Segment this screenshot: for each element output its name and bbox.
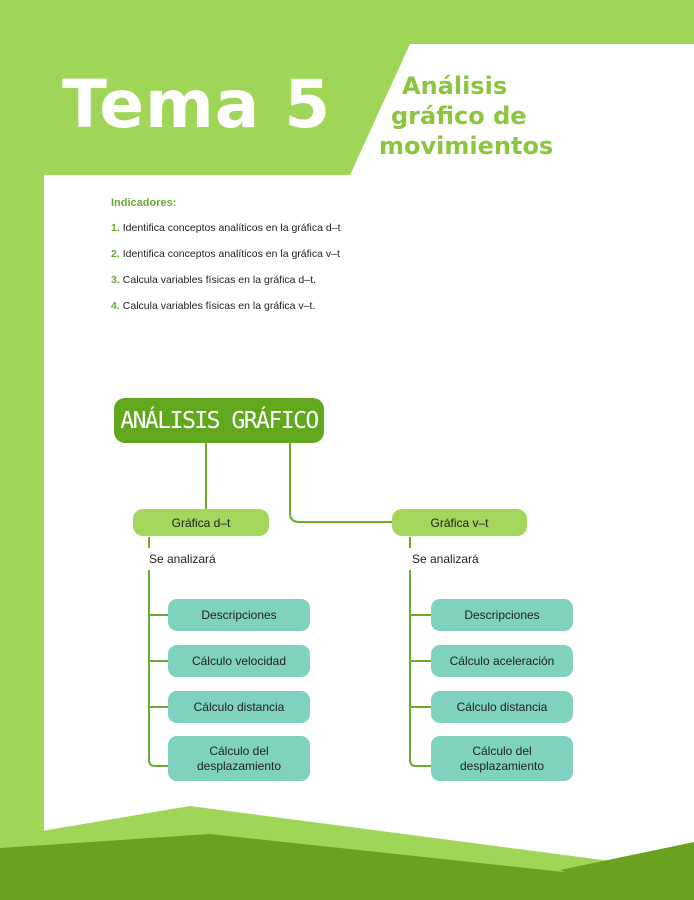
graph-dt-node: Gráfica d–t [133,509,269,536]
right-leaf-desplazamiento: Cálculo del desplazamiento [431,736,573,781]
left-leaf-descripciones: Descripciones [168,599,310,631]
indicators-heading: Indicadores: [111,197,177,209]
subtitle-line-1: Análisis [402,72,508,100]
subtitle-line-2: gráfico de [391,102,527,130]
concept-map-root: ANÁLISIS GRÁFICO [114,398,324,443]
indicator-number: 1. [111,222,120,234]
left-margin-band [0,175,44,900]
right-leaf-aceleracion: Cálculo aceleración [431,645,573,677]
right-connector-label: Se analizará [412,552,479,566]
indicator-item [111,300,315,312]
indicator-text: Calcula variables físicas en la gráfica v–t. [122,300,316,312]
indicator-number: 2. [111,248,120,260]
right-leaf-distancia: Cálculo distancia [431,691,573,723]
indicator-item [111,274,316,286]
indicator-text: Calcula variables físicas en la gráfica d–t. [122,274,316,286]
indicator-number: 4. [111,300,120,312]
left-connector-label: Se analizará [149,552,216,566]
indicator-text: Identifica conceptos analíticos en la gráfica d–t [122,222,341,234]
graph-vt-node: Gráfica v–t [392,509,527,536]
right-leaf-descripciones: Descripciones [431,599,573,631]
indicator-item [111,222,340,234]
indicator-number: 3. [111,274,120,286]
left-leaf-distancia: Cálculo distancia [168,691,310,723]
subtitle-line-3: movimientos [379,132,554,160]
tema-title: Tema 5 [62,66,332,143]
indicator-item [111,248,340,260]
indicator-text: Identifica conceptos analíticos en la gráfica v–t [122,248,340,260]
left-leaf-velocidad: Cálculo velocidad [168,645,310,677]
left-leaf-desplazamiento: Cálculo del desplazamiento [168,736,310,781]
